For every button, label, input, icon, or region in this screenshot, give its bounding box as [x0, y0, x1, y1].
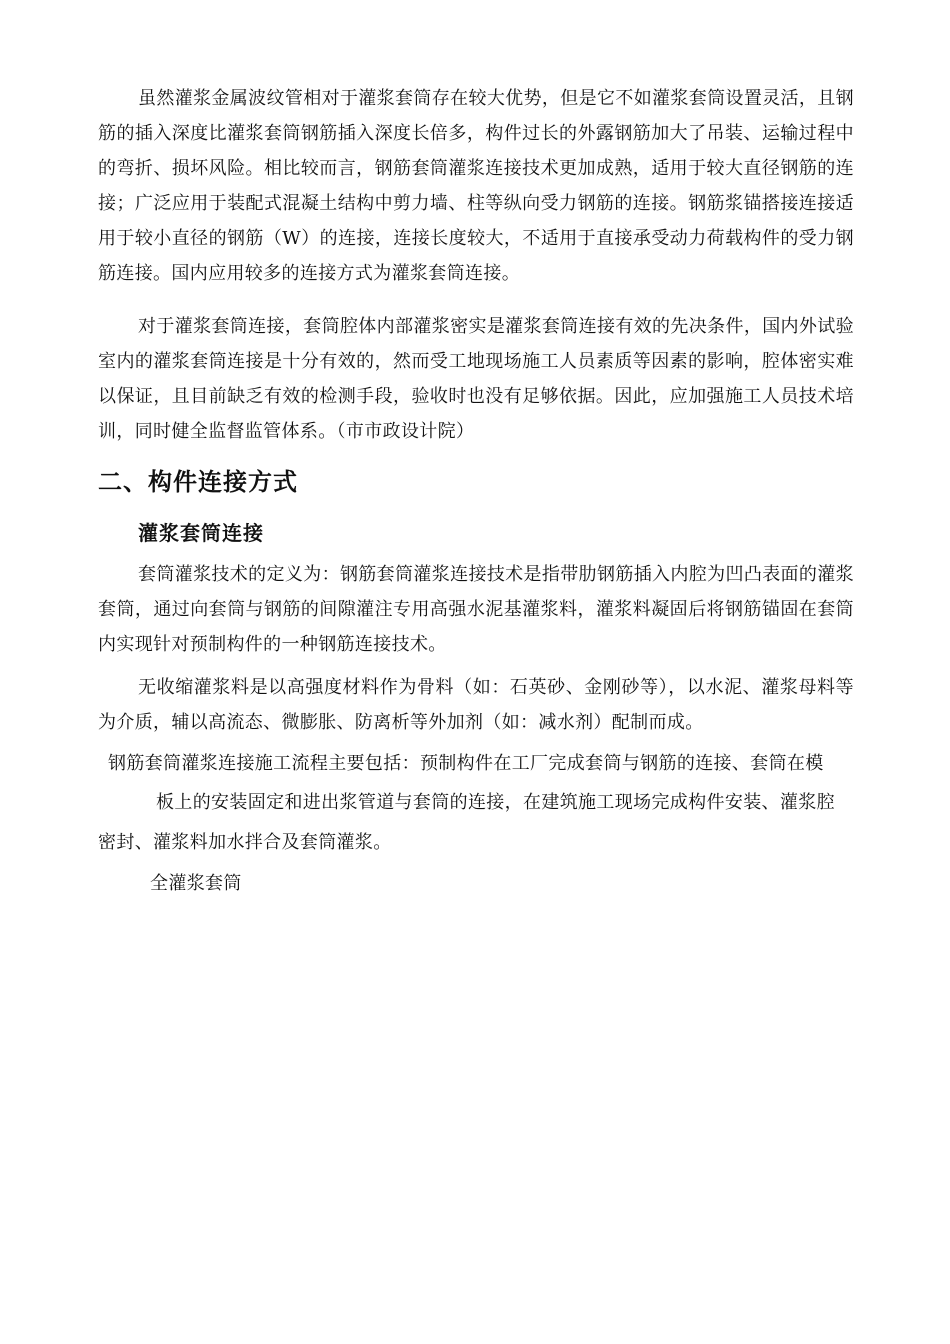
paragraph-sleeve-definition: 套筒灌浆技术的定义为：钢筋套筒灌浆连接技术是指带肋钢筋插入内腔为凹凸表面的灌浆套筒，通过向套筒与钢筋的间隙灌注专用高强水泥基灌浆料，灌浆料凝固后将钢筋锚固在套筒内实现针对预制构件的一种钢筋连接技术。: [98, 564, 854, 655]
figure-caption-full-grouting-sleeve: 全灌浆套筒: [150, 873, 242, 894]
paragraph-grouting-comparison: 虽然灌浆金属波纹管相对于灌浆套筒存在较大优势，但是它不如灌浆套筒设置灵活，且钢筋的插入深度比灌浆套筒钢筋插入深度长倍多，构件过长的外露钢筋加大了吊装、运输过程中的弯折、损坏风险。相比较而言，钢筋套筒灌浆连接技术更加成熟，适用于较大直径钢筋的连接；广泛应用于装配式混凝土结构中剪力墙、柱等纵向受力钢筋的连接。钢筋浆锚搭接连接适用于较小直径的钢筋（W）的连接，连接长度较大，不适用于直接承受动力荷载构件的受力钢筋连接。国内应用较多的连接方式为灌浆套筒连接。: [98, 88, 854, 284]
paragraph-sleeve-compactness: 对于灌浆套筒连接，套筒腔体内部灌浆密实是灌浆套筒连接有效的先决条件，国内外试验室内的灌浆套筒连接是十分有效的，然而受工地现场施工人员素质等因素的影响，腔体密实难以保证，且目前缺乏有效的检测手段，验收时也没有足够依据。因此，应加强施工人员技术培训，同时健全监督监管体系。（市市政设计院）: [98, 316, 854, 442]
subsection-heading: 灌浆套筒连接: [138, 521, 264, 545]
paragraph-construction-process-line-1: 钢筋套筒灌浆连接施工流程主要包括：预制构件在工厂完成套筒与钢筋的连接、套筒在模: [108, 753, 824, 774]
paragraph-construction-process-line-3: 密封、灌浆料加水拌合及套筒灌浆。: [98, 832, 392, 853]
paragraph-grout-material: 无收缩灌浆料是以高强度材料作为骨料（如：石英砂、金刚砂等），以水泥、灌浆母料等为介质，辅以高流态、微膨胀、防离析等外加剂（如：减水剂）配制而成。: [98, 677, 854, 733]
section-heading: 二、构件连接方式: [98, 468, 298, 496]
paragraph-construction-process-line-2: 板上的安装固定和进出浆管道与套筒的连接，在建筑施工现场完成构件安装、灌浆腔: [156, 792, 835, 813]
